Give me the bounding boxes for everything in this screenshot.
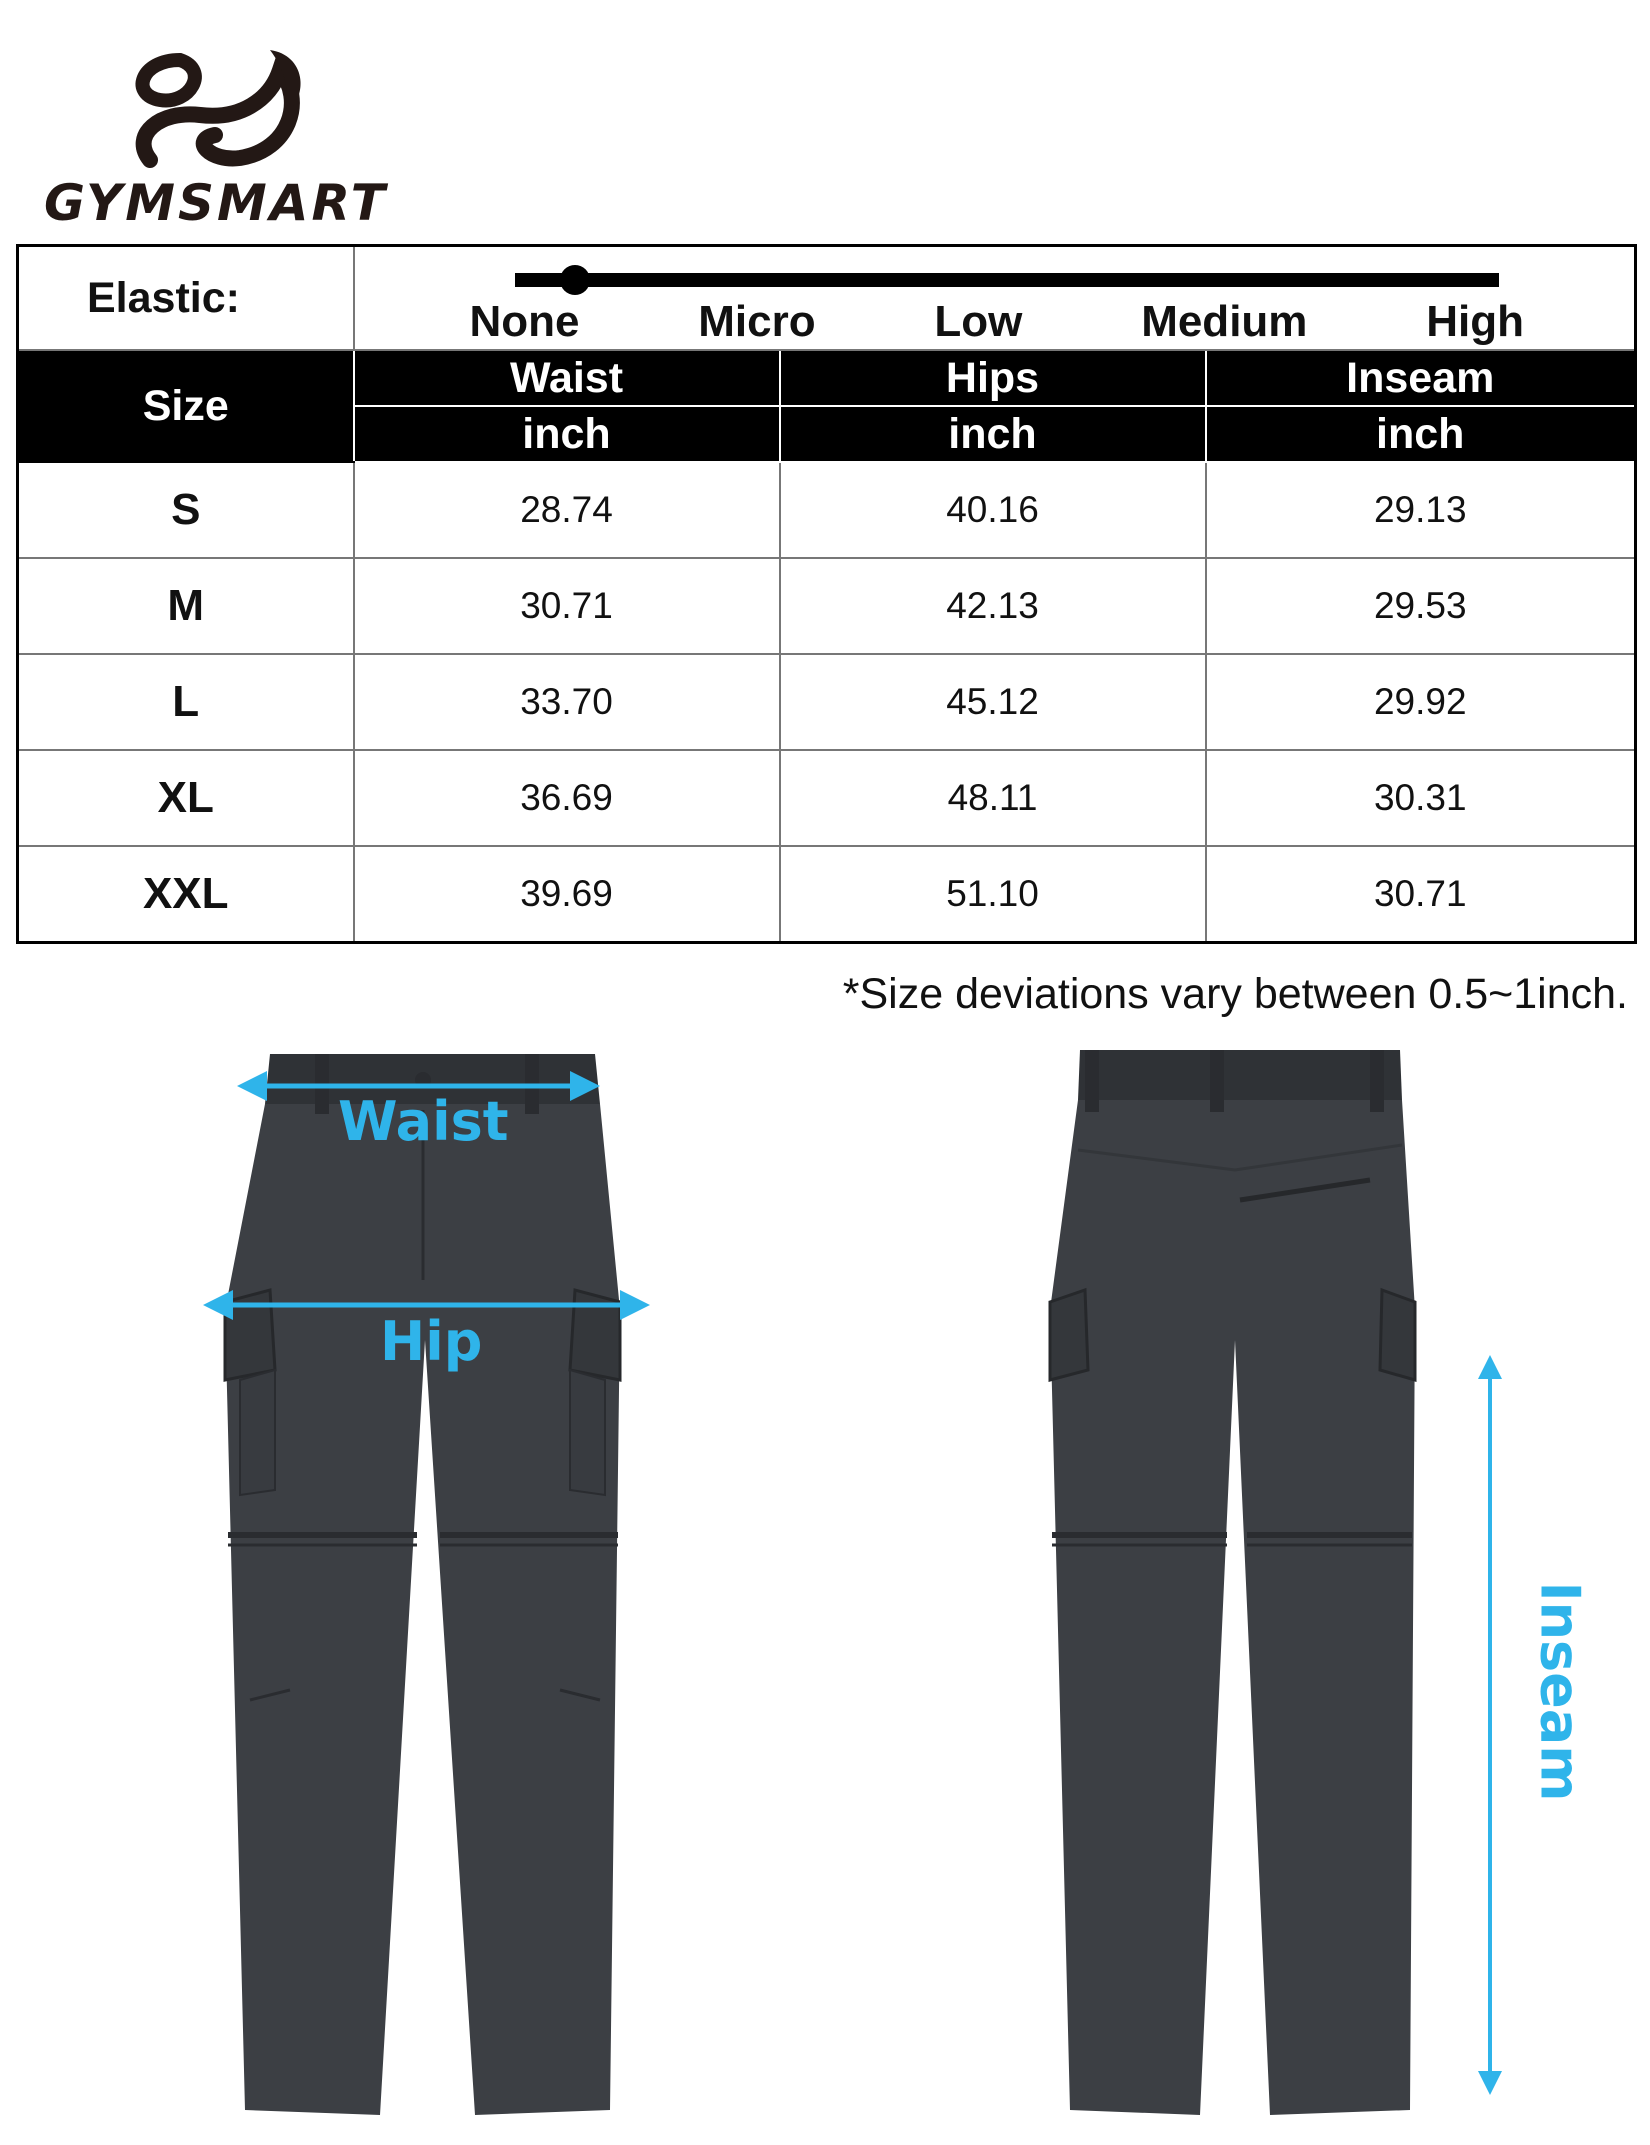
waist-value: 28.74 [354,462,780,558]
table-row [18,750,1636,846]
inseam-value: 29.13 [1206,462,1636,558]
brand-name: GYMSMART [44,174,388,232]
brand-logo [40,40,388,232]
column-header-hips: Hips [780,350,1206,406]
inseam-value: 29.53 [1206,558,1636,654]
elastic-level: High [1426,297,1524,346]
inseam-value: 30.31 [1206,750,1636,846]
hips-value: 45.12 [780,654,1206,750]
column-header-waist: Waist [354,350,780,406]
table-row [18,846,1636,943]
hips-value: 51.10 [780,846,1206,943]
elastic-label: Elastic: [18,246,354,351]
size-cell: M [18,558,354,654]
size-cell: XXL [18,846,354,943]
waist-value: 36.69 [354,750,780,846]
waist-value: 39.69 [354,846,780,943]
size-chart-table [16,244,1637,944]
waist-value: 33.70 [354,654,780,750]
size-cell: S [18,462,354,558]
table-row [18,462,1636,558]
column-header-inseam: Inseam [1206,350,1636,406]
unit-waist: inch [354,406,780,462]
size-cell: XL [18,750,354,846]
unit-hips: inch [780,406,1206,462]
elastic-row [18,246,1636,351]
pants-back-image [1010,1040,1450,2120]
swirl-leaf-logo-icon [120,40,310,170]
elastic-level: Low [934,297,1023,346]
elastic-level: Medium [1141,297,1308,346]
inseam-value: 29.92 [1206,654,1636,750]
elastic-scale-bar [515,273,1500,287]
elastic-selected-dot [560,265,590,295]
table-row [18,558,1636,654]
hips-value: 42.13 [780,558,1206,654]
unit-inseam: inch [1206,406,1636,462]
elastic-level: Micro [698,297,816,346]
inseam-arrow [1470,1355,1510,2095]
elastic-levels [470,297,1525,347]
hips-value: 48.11 [780,750,1206,846]
inseam-value: 30.71 [1206,846,1636,943]
size-header: Size [18,350,354,462]
size-cell: L [18,654,354,750]
header-row [18,350,1636,406]
elastic-scale [354,246,1636,351]
elastic-level: None [469,297,580,346]
hip-label: Hip [380,1310,483,1373]
waist-value: 30.71 [354,558,780,654]
pants-front-image [180,1040,680,2120]
size-deviation-note: *Size deviations vary between 0.5~1inch. [842,970,1628,1018]
table-row [18,654,1636,750]
waist-label: Waist [338,1090,509,1153]
hips-value: 40.16 [780,462,1206,558]
inseam-label: Inseam [1528,1581,1592,1802]
